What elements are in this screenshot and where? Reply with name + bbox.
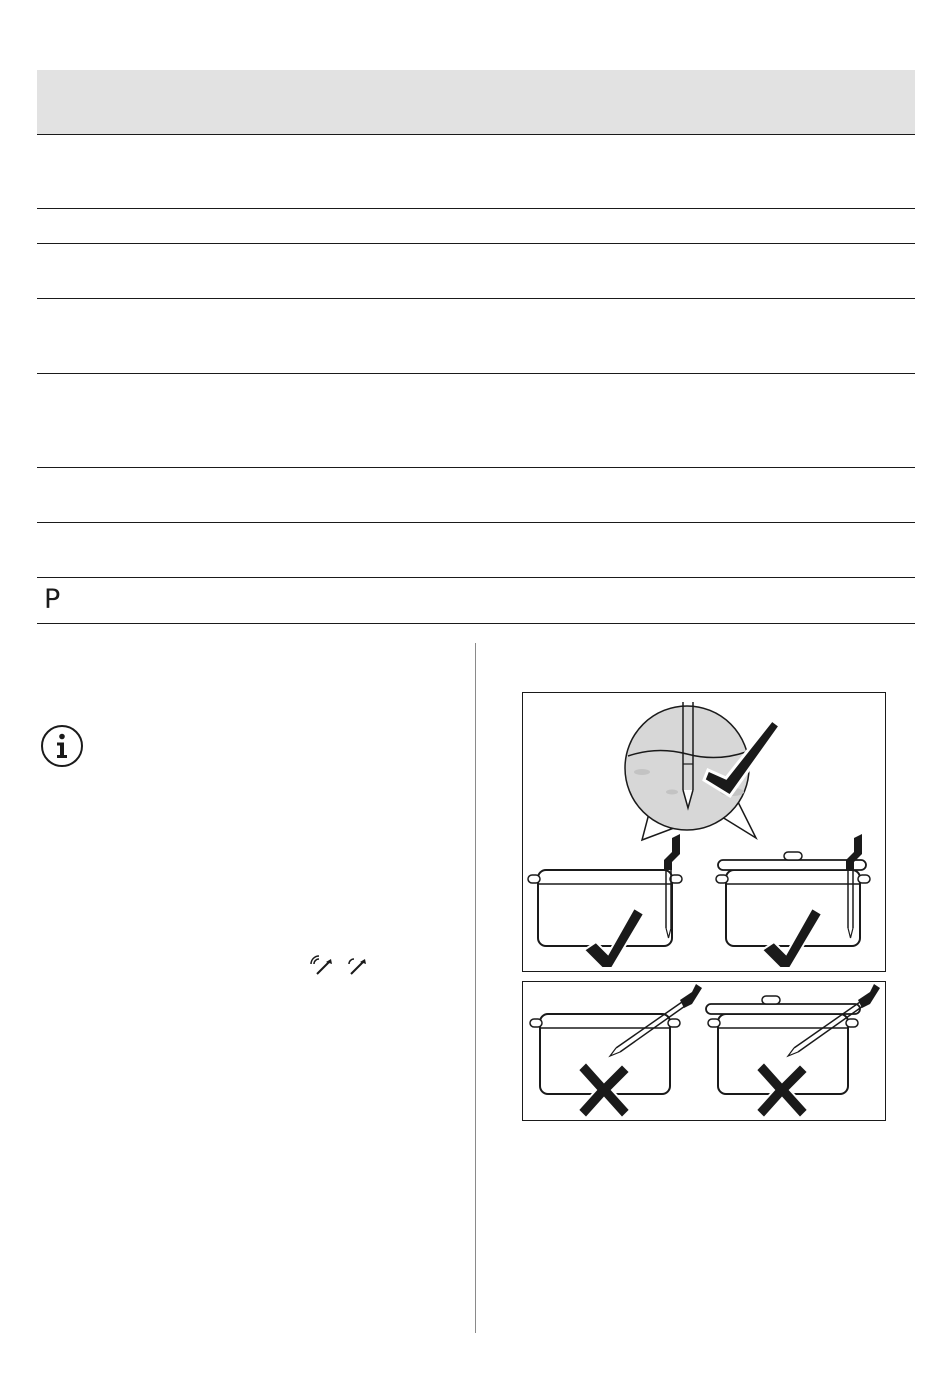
table-bottom-rule xyxy=(37,623,915,624)
table-row-divider xyxy=(37,522,915,523)
table-row-symbol: P xyxy=(44,584,61,615)
probe-icons-group xyxy=(305,952,375,980)
probe-placement-figure xyxy=(522,692,886,1122)
probe-icon xyxy=(349,959,366,974)
column-divider xyxy=(475,643,476,1333)
table-row-divider xyxy=(37,298,915,299)
info-icon xyxy=(40,724,84,768)
table-row-divider xyxy=(37,243,915,244)
probe-wireless-icon xyxy=(311,956,332,974)
table-row-divider xyxy=(37,577,915,578)
table-row-divider xyxy=(37,373,915,374)
table-row-divider xyxy=(37,467,915,468)
table-row-divider xyxy=(37,208,915,209)
table-header-band xyxy=(37,70,915,135)
